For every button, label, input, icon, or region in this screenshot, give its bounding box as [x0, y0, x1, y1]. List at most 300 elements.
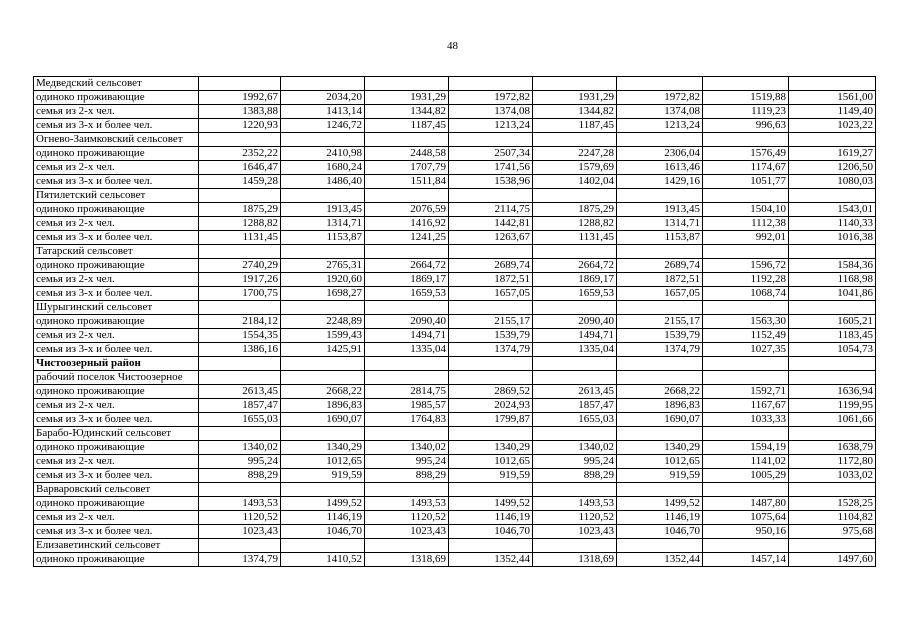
row-label: семья из 3-х и более чел.	[34, 343, 199, 357]
table-cell	[281, 427, 365, 441]
table-cell: 1875,29	[533, 203, 617, 217]
table-cell	[199, 301, 281, 315]
row-label: Елизаветинский сельсовет	[34, 539, 199, 553]
table-cell	[533, 483, 617, 497]
table-cell: 1494,71	[533, 329, 617, 343]
table-cell: 1374,08	[449, 105, 533, 119]
table-cell: 1120,52	[533, 511, 617, 525]
table-cell: 1241,25	[365, 231, 449, 245]
table-cell	[789, 483, 876, 497]
table-cell: 1619,27	[789, 147, 876, 161]
table-cell: 1563,30	[703, 315, 789, 329]
table-cell	[281, 357, 365, 371]
table-cell: 1646,47	[199, 161, 281, 175]
table-row	[34, 133, 876, 147]
table-cell: 1741,56	[449, 161, 533, 175]
table-cell: 1075,64	[703, 511, 789, 525]
table-cell	[617, 77, 703, 91]
table-cell	[703, 427, 789, 441]
table-row	[34, 245, 876, 259]
table-row	[34, 455, 876, 469]
table-cell: 2247,28	[533, 147, 617, 161]
table-cell	[365, 371, 449, 385]
table-row	[34, 217, 876, 231]
table-cell: 996,63	[703, 119, 789, 133]
table-cell: 1931,29	[533, 91, 617, 105]
table-cell: 1352,44	[617, 553, 703, 567]
table-row	[34, 413, 876, 427]
row-label: семья из 2-х чел.	[34, 217, 199, 231]
table-row	[34, 483, 876, 497]
table-cell	[789, 245, 876, 259]
table-cell: 1655,03	[199, 413, 281, 427]
row-label: семья из 3-х и более чел.	[34, 231, 199, 245]
table-cell: 1655,03	[533, 413, 617, 427]
table-cell: 1493,53	[365, 497, 449, 511]
table-cell	[281, 371, 365, 385]
row-label: Барабо-Юдинский сельсовет	[34, 427, 199, 441]
table-cell: 1187,45	[533, 119, 617, 133]
table-cell: 1340,29	[617, 441, 703, 455]
table-cell: 1416,92	[365, 217, 449, 231]
table-cell	[533, 245, 617, 259]
table-cell: 2869,52	[449, 385, 533, 399]
table-cell: 2765,31	[281, 259, 365, 273]
table-cell: 1528,25	[789, 497, 876, 511]
table-cell: 1046,70	[449, 525, 533, 539]
table-cell: 1340,02	[199, 441, 281, 455]
table-cell	[365, 483, 449, 497]
table-cell: 1054,73	[789, 343, 876, 357]
table-cell	[789, 189, 876, 203]
table-cell	[199, 245, 281, 259]
table-row	[34, 105, 876, 119]
table-cell	[703, 189, 789, 203]
table-cell: 1539,79	[617, 329, 703, 343]
table-row	[34, 301, 876, 315]
row-label: Медведский сельсовет	[34, 77, 199, 91]
table-cell: 1120,52	[199, 511, 281, 525]
row-label: одиноко проживающие	[34, 497, 199, 511]
row-label: семья из 2-х чел.	[34, 511, 199, 525]
table-cell	[199, 539, 281, 553]
table-cell: 1344,82	[533, 105, 617, 119]
table-row	[34, 77, 876, 91]
table-cell: 1875,29	[199, 203, 281, 217]
table-cell: 1659,53	[365, 287, 449, 301]
table-cell: 898,29	[365, 469, 449, 483]
table-row	[34, 511, 876, 525]
table-cell: 1985,57	[365, 399, 449, 413]
table-cell	[449, 189, 533, 203]
table-cell: 1764,83	[365, 413, 449, 427]
table-cell: 1012,65	[617, 455, 703, 469]
row-label: одиноко проживающие	[34, 147, 199, 161]
table-cell	[533, 133, 617, 147]
table-cell: 2090,40	[533, 315, 617, 329]
row-label: Татарский сельсовет	[34, 245, 199, 259]
table-cell: 1413,14	[281, 105, 365, 119]
table-cell: 2024,93	[449, 399, 533, 413]
table-cell: 992,01	[703, 231, 789, 245]
table-cell	[617, 371, 703, 385]
table-cell: 1383,88	[199, 105, 281, 119]
table-row	[34, 371, 876, 385]
table-cell	[365, 427, 449, 441]
table-cell: 2507,34	[449, 147, 533, 161]
table-cell: 2664,72	[533, 259, 617, 273]
table-cell: 1538,96	[449, 175, 533, 189]
table-cell: 995,24	[199, 455, 281, 469]
table-cell: 1051,77	[703, 175, 789, 189]
table-cell: 1168,98	[789, 273, 876, 287]
table-cell: 1972,82	[617, 91, 703, 105]
table-cell: 919,59	[281, 469, 365, 483]
table-cell	[281, 77, 365, 91]
table-cell	[789, 539, 876, 553]
table-cell: 2613,45	[199, 385, 281, 399]
table-cell: 1680,24	[281, 161, 365, 175]
table-cell: 1220,93	[199, 119, 281, 133]
table-cell: 1497,60	[789, 553, 876, 567]
table-row	[34, 175, 876, 189]
table-cell: 1690,07	[617, 413, 703, 427]
table-cell	[281, 539, 365, 553]
table-row	[34, 441, 876, 455]
table-row	[34, 147, 876, 161]
table-cell	[449, 371, 533, 385]
table-cell: 2448,58	[365, 147, 449, 161]
tariff-table	[33, 76, 876, 567]
table-cell: 1033,02	[789, 469, 876, 483]
row-label: семья из 2-х чел.	[34, 329, 199, 343]
table-cell: 1012,65	[281, 455, 365, 469]
table-row	[34, 469, 876, 483]
table-cell: 1499,52	[617, 497, 703, 511]
table-row	[34, 329, 876, 343]
table-cell: 1149,40	[789, 105, 876, 119]
table-cell: 2668,22	[617, 385, 703, 399]
table-cell: 1046,70	[281, 525, 365, 539]
table-cell	[617, 245, 703, 259]
table-cell: 1913,45	[281, 203, 365, 217]
table-cell: 919,59	[449, 469, 533, 483]
table-cell	[533, 539, 617, 553]
table-cell: 1068,74	[703, 287, 789, 301]
row-label: семья из 3-х и более чел.	[34, 119, 199, 133]
table-cell: 1340,29	[449, 441, 533, 455]
table-cell	[199, 427, 281, 441]
table-cell	[449, 77, 533, 91]
table-cell: 1638,79	[789, 441, 876, 455]
table-cell: 950,16	[703, 525, 789, 539]
table-cell: 1213,24	[449, 119, 533, 133]
table-cell	[281, 483, 365, 497]
row-label: одиноко проживающие	[34, 259, 199, 273]
table-cell	[617, 133, 703, 147]
table-cell: 1344,82	[365, 105, 449, 119]
table-cell: 1146,19	[449, 511, 533, 525]
table-cell: 1386,16	[199, 343, 281, 357]
row-label: одиноко проживающие	[34, 203, 199, 217]
row-label: Шурыгинский сельсовет	[34, 301, 199, 315]
table-cell	[199, 371, 281, 385]
table-cell: 1896,83	[281, 399, 365, 413]
table-cell: 1605,21	[789, 315, 876, 329]
table-row	[34, 91, 876, 105]
table-cell: 1493,53	[533, 497, 617, 511]
table-cell: 2114,75	[449, 203, 533, 217]
table-cell	[789, 77, 876, 91]
table-cell	[617, 483, 703, 497]
table-cell: 1429,16	[617, 175, 703, 189]
table-cell: 2410,98	[281, 147, 365, 161]
table-cell: 1061,66	[789, 413, 876, 427]
table-cell: 1457,14	[703, 553, 789, 567]
table-cell: 1112,38	[703, 217, 789, 231]
table-cell: 1288,82	[199, 217, 281, 231]
table-cell: 1314,71	[281, 217, 365, 231]
row-label: Варваровский сельсовет	[34, 483, 199, 497]
row-label: семья из 2-х чел.	[34, 105, 199, 119]
table-cell: 1869,17	[365, 273, 449, 287]
row-label: одиноко проживающие	[34, 91, 199, 105]
table-cell	[533, 427, 617, 441]
table-cell: 1494,71	[365, 329, 449, 343]
table-cell: 919,59	[617, 469, 703, 483]
table-cell	[449, 427, 533, 441]
table-cell	[703, 483, 789, 497]
row-label: семья из 3-х и более чел.	[34, 175, 199, 189]
table-cell: 1599,43	[281, 329, 365, 343]
table-row	[34, 497, 876, 511]
table-row	[34, 273, 876, 287]
row-label: семья из 2-х чел.	[34, 399, 199, 413]
row-label: рабочий поселок Чистоозерное	[34, 371, 199, 385]
table-cell	[281, 301, 365, 315]
table-cell: 1869,17	[533, 273, 617, 287]
table-cell: 1374,79	[199, 553, 281, 567]
table-cell: 1857,47	[199, 399, 281, 413]
table-cell	[199, 189, 281, 203]
table-cell: 2352,22	[199, 147, 281, 161]
row-label: одиноко проживающие	[34, 441, 199, 455]
table-cell	[617, 427, 703, 441]
table-row	[34, 119, 876, 133]
table-cell	[533, 357, 617, 371]
table-cell: 1012,65	[449, 455, 533, 469]
table-cell	[199, 133, 281, 147]
table-cell	[365, 133, 449, 147]
table-row	[34, 525, 876, 539]
table-cell: 1080,03	[789, 175, 876, 189]
row-label: семья из 2-х чел.	[34, 273, 199, 287]
table-cell: 2184,12	[199, 315, 281, 329]
table-cell: 1023,43	[365, 525, 449, 539]
table-cell: 1318,69	[533, 553, 617, 567]
row-label: одиноко проживающие	[34, 385, 199, 399]
row-label: семья из 2-х чел.	[34, 455, 199, 469]
table-cell: 1499,52	[281, 497, 365, 511]
table-row	[34, 315, 876, 329]
table-cell: 1459,28	[199, 175, 281, 189]
table-cell: 975,68	[789, 525, 876, 539]
table-cell	[365, 189, 449, 203]
table-cell: 1857,47	[533, 399, 617, 413]
table-cell	[365, 301, 449, 315]
table-cell: 1246,72	[281, 119, 365, 133]
table-row	[34, 539, 876, 553]
table-cell	[449, 301, 533, 315]
table-cell: 1896,83	[617, 399, 703, 413]
table-cell: 1131,45	[199, 231, 281, 245]
table-cell: 1104,82	[789, 511, 876, 525]
table-cell	[703, 245, 789, 259]
table-cell: 1504,10	[703, 203, 789, 217]
table-cell: 1596,72	[703, 259, 789, 273]
row-label: семья из 3-х и более чел.	[34, 287, 199, 301]
table-cell	[703, 301, 789, 315]
table-cell: 1335,04	[365, 343, 449, 357]
table-cell: 1172,80	[789, 455, 876, 469]
table-cell: 1690,07	[281, 413, 365, 427]
table-row	[34, 385, 876, 399]
table-cell: 1174,67	[703, 161, 789, 175]
table-cell	[533, 301, 617, 315]
table-cell	[533, 371, 617, 385]
table-cell: 1576,49	[703, 147, 789, 161]
table-cell: 1561,00	[789, 91, 876, 105]
table-cell: 1187,45	[365, 119, 449, 133]
table-cell: 1335,04	[533, 343, 617, 357]
table-cell: 1152,49	[703, 329, 789, 343]
table-cell: 1592,71	[703, 385, 789, 399]
table-cell: 1920,60	[281, 273, 365, 287]
table-cell: 1579,69	[533, 161, 617, 175]
table-cell: 1698,27	[281, 287, 365, 301]
table-cell: 1613,46	[617, 161, 703, 175]
table-cell: 1167,67	[703, 399, 789, 413]
table-cell: 1263,67	[449, 231, 533, 245]
table-cell	[449, 357, 533, 371]
table-cell	[365, 245, 449, 259]
table-cell	[617, 357, 703, 371]
row-label: семья из 3-х и более чел.	[34, 413, 199, 427]
table-cell	[789, 301, 876, 315]
section-heading: Чистоозерный район	[34, 357, 199, 371]
table-cell: 1657,05	[449, 287, 533, 301]
table-cell	[703, 371, 789, 385]
table-cell: 2155,17	[617, 315, 703, 329]
table-cell: 1931,29	[365, 91, 449, 105]
table-cell: 1594,19	[703, 441, 789, 455]
table-cell: 1206,50	[789, 161, 876, 175]
table-cell	[789, 427, 876, 441]
table-cell: 1199,95	[789, 399, 876, 413]
table-cell	[789, 371, 876, 385]
table-cell: 1033,33	[703, 413, 789, 427]
table-row	[34, 189, 876, 203]
table-cell: 995,24	[533, 455, 617, 469]
table-cell	[789, 357, 876, 371]
table-cell: 1519,88	[703, 91, 789, 105]
table-cell: 1707,79	[365, 161, 449, 175]
table-cell: 1120,52	[365, 511, 449, 525]
table-cell: 2740,29	[199, 259, 281, 273]
table-cell	[449, 245, 533, 259]
table-cell: 1023,43	[199, 525, 281, 539]
table-cell	[617, 301, 703, 315]
table-cell: 2689,74	[617, 259, 703, 273]
table-cell: 2613,45	[533, 385, 617, 399]
table-cell: 2034,20	[281, 91, 365, 105]
table-row	[34, 259, 876, 273]
table-cell: 1872,51	[617, 273, 703, 287]
row-label: семья из 2-х чел.	[34, 161, 199, 175]
table-cell: 1992,67	[199, 91, 281, 105]
table-cell: 1340,29	[281, 441, 365, 455]
table-cell: 1131,45	[533, 231, 617, 245]
row-label: Огнево-Заимковский сельсовет	[34, 133, 199, 147]
table-cell	[617, 539, 703, 553]
table-cell: 2248,89	[281, 315, 365, 329]
table-cell: 1146,19	[617, 511, 703, 525]
table-cell: 1027,35	[703, 343, 789, 357]
table-cell: 1023,22	[789, 119, 876, 133]
table-cell	[449, 539, 533, 553]
table-cell: 2155,17	[449, 315, 533, 329]
table-cell: 1213,24	[617, 119, 703, 133]
table-cell	[199, 483, 281, 497]
table-cell: 1041,86	[789, 287, 876, 301]
table-row	[34, 161, 876, 175]
table-cell: 1288,82	[533, 217, 617, 231]
table-row	[34, 231, 876, 245]
table-cell	[281, 189, 365, 203]
table-cell: 1917,26	[199, 273, 281, 287]
table-row	[34, 357, 876, 371]
table-row	[34, 287, 876, 301]
table-cell: 1442,81	[449, 217, 533, 231]
table-cell: 2814,75	[365, 385, 449, 399]
table-cell	[199, 357, 281, 371]
table-cell: 1374,79	[449, 343, 533, 357]
table-cell	[365, 77, 449, 91]
table-cell: 898,29	[199, 469, 281, 483]
table-cell: 1153,87	[281, 231, 365, 245]
table-cell: 1487,80	[703, 497, 789, 511]
table-cell	[703, 357, 789, 371]
table-cell	[789, 133, 876, 147]
table-cell: 1023,43	[533, 525, 617, 539]
table-cell: 1140,33	[789, 217, 876, 231]
table-row	[34, 427, 876, 441]
page-number: 48	[447, 40, 458, 52]
table-cell: 1425,91	[281, 343, 365, 357]
table-cell: 1318,69	[365, 553, 449, 567]
table-cell: 2664,72	[365, 259, 449, 273]
table-cell	[449, 483, 533, 497]
row-label: семья из 3-х и более чел.	[34, 469, 199, 483]
table-cell: 2668,22	[281, 385, 365, 399]
row-label: Пятилетский сельсовет	[34, 189, 199, 203]
table-cell	[449, 133, 533, 147]
table-cell	[281, 245, 365, 259]
table-cell: 1659,53	[533, 287, 617, 301]
table-cell: 1543,01	[789, 203, 876, 217]
table-cell: 1402,04	[533, 175, 617, 189]
table-cell: 1700,75	[199, 287, 281, 301]
